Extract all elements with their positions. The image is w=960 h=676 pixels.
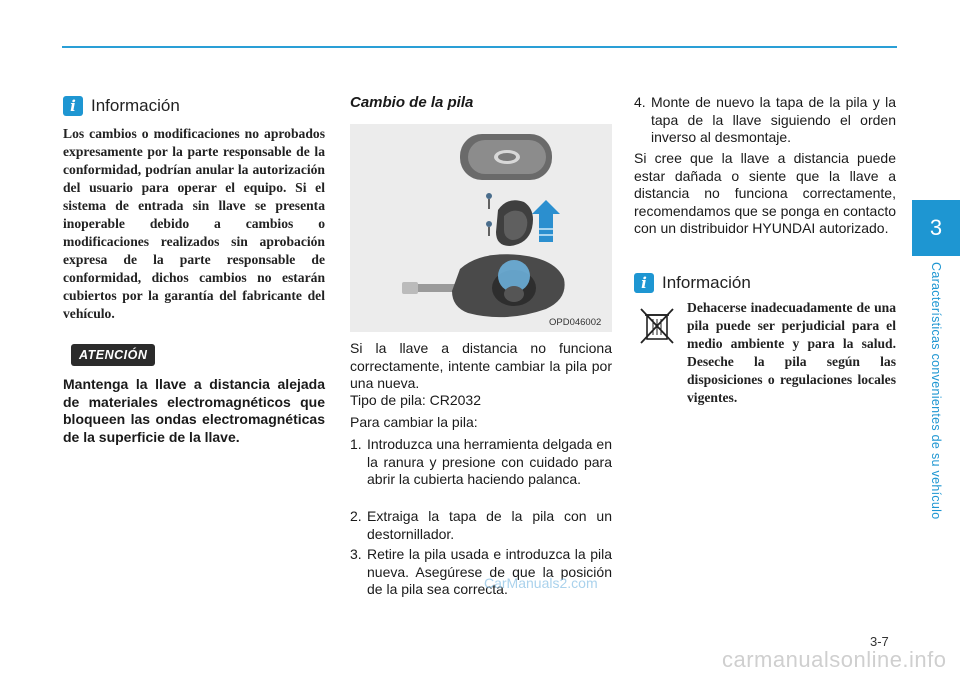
info-text: Los cambios o modificaciones no aprobados expresamente por la parte responsable de la conformidad, podrían anular la autorización del usuario para operar el equipo. Si el sistema de entrada sin llave se presenta inoperable debido a cambios o modificaciones realizados sin aprobación expresa de la parte responsable de conformidad, dichos cambios no estarán cubiertos por la garantía del fabricante del vehículo.: [63, 126, 325, 321]
warning-label: ATENCIÓN: [71, 344, 155, 366]
step-1: [350, 436, 612, 489]
info-icon: i: [63, 96, 83, 116]
chapter-title: Características convenientes de su vehículo: [929, 262, 943, 520]
key-fob-icon: [460, 134, 552, 180]
watermark-blue: CarManuals2.com: [484, 575, 598, 591]
warning-text: Mantenga la llave a distancia alejada de materiales electromagnéticos que bloqueen las ondas electromagnéticas de la superficie de la llave.: [63, 376, 325, 445]
step-2: [350, 508, 612, 543]
chapter-tab: [912, 200, 960, 256]
top-rule: [62, 46, 897, 48]
up-arrow-icon: [532, 200, 560, 242]
step-number: 3.: [350, 546, 362, 562]
info-title: Información: [662, 273, 751, 292]
step-text: Retire la pila usada e introduzca la pila nueva. Asegúrese de que la posición de la pila sea correcta.: [367, 546, 612, 597]
info-text-2: Dehacerse inadecuadamente de una pila puede ser perjudicial para el medio ambiente y para la salud. Deseche la pila según las disposiciones o regulaciones locales vigentes.: [687, 300, 896, 405]
step-text: Introduzca una herramienta delgada en la ranura y presione con cuidado para abrir la cubierta haciendo palanca.: [367, 436, 612, 487]
intro-paragraph: Si la llave a distancia no funciona correctamente, intente cambiar la pila por una nueva.: [350, 340, 612, 391]
step-number: 4.: [634, 94, 646, 110]
step-number: 2.: [350, 508, 362, 524]
battery-type: Tipo de pila: CR2032: [350, 392, 482, 408]
info-heading: [63, 96, 180, 116]
warning-badge: [71, 344, 155, 366]
screw-icon: [486, 193, 492, 236]
info-heading-2: [634, 273, 751, 293]
key-body-icon: [402, 254, 565, 317]
info-title: Información: [91, 96, 180, 115]
chapter-title-vertical: [914, 262, 958, 552]
step-text: Extraiga la tapa de la pila con un destornillador.: [367, 508, 612, 542]
watermark-gray: carmanualsonline.info: [722, 647, 947, 672]
key-figure: [350, 124, 612, 332]
battery-cover-icon: [496, 200, 533, 246]
chapter-number: 3: [929, 215, 943, 240]
page-number: 3-7: [870, 634, 889, 649]
step-text: Monte de nuevo la tapa de la pila y la tapa de la llave siguiendo el orden inverso al desmontaje.: [651, 94, 896, 145]
section-title: Cambio de la pila: [350, 94, 474, 111]
steps-intro: Para cambiar la pila:: [350, 414, 478, 430]
figure-caption: OPD046002: [549, 317, 602, 328]
smart-key-illustration: [350, 124, 612, 332]
info-icon: i: [634, 273, 654, 293]
contact-paragraph: Si cree que la llave a distancia puede estar dañada o siente que la llave a distancia no funciona correctamente, recomendamos que se ponga en contacto con un distribuidor HYUNDAI autorizado.: [634, 150, 896, 236]
step-4: [634, 94, 896, 147]
crossed-bin-icon: [636, 305, 678, 347]
step-number: 1.: [350, 436, 362, 452]
